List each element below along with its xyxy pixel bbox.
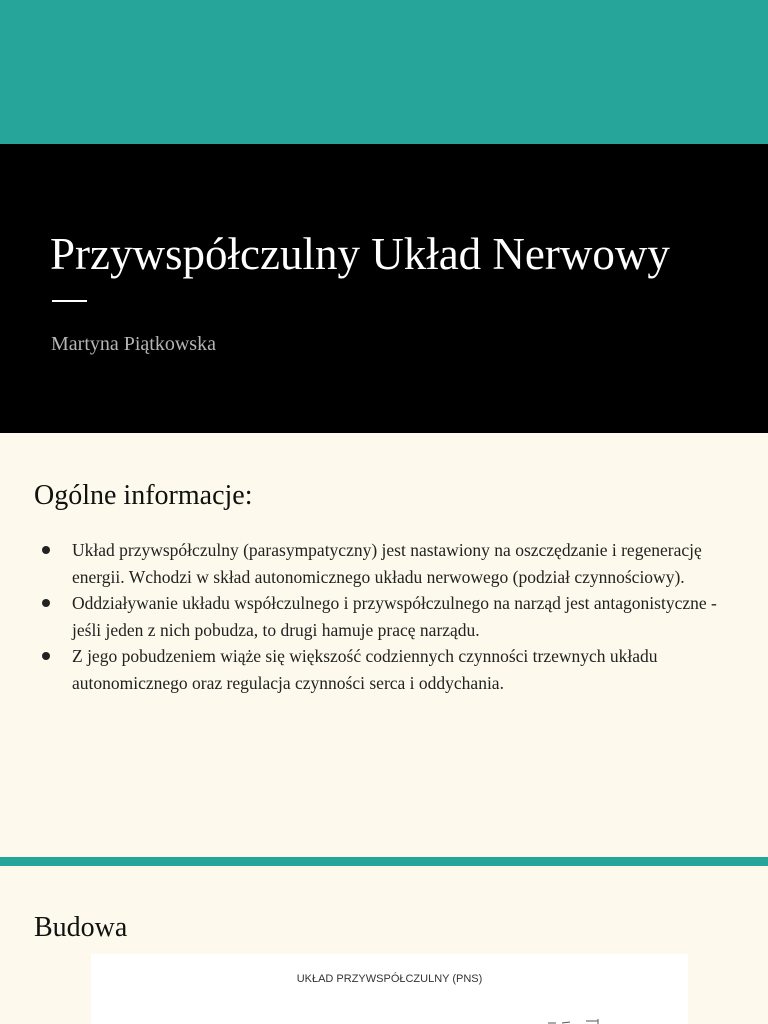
presentation-title: Przywspółczulny Układ Nerwowy	[50, 229, 670, 279]
bullet-text: Układ przywspółczulny (parasympatyczny) jest nastawiony na oszczędzanie i regenerację energii. Wchodzi w skład autonomicznego układu nerwowego (podział czynnościowy).	[72, 540, 702, 587]
info-heading: Ogólne informacje:	[34, 480, 253, 511]
budowa-heading: Budowa	[34, 912, 128, 943]
bullet-dot-icon	[42, 599, 50, 607]
diagram-fragment-icon	[546, 1018, 606, 1024]
pns-diagram-image	[91, 954, 688, 1024]
bullet-dot-icon	[42, 546, 50, 554]
bullet-item	[34, 537, 734, 590]
info-bullet-list	[34, 537, 734, 696]
slide-divider	[0, 857, 768, 866]
bullet-dot-icon	[42, 652, 50, 660]
title-slide	[0, 144, 768, 433]
bullet-text: Z jego pobudzeniem wiąże się większość codziennych czynności trzewnych układu autonomicznego oraz regulacja czynności serca i oddychania.	[72, 646, 658, 693]
top-accent-band	[0, 0, 768, 144]
author-name: Martyna Piątkowska	[51, 333, 216, 355]
diagram-title: UKŁAD PRZYWSPÓŁCZULNY (PNS)	[296, 973, 483, 985]
title-underline	[52, 300, 87, 302]
bullet-text: Oddziaływanie układu współczulnego i przywspółczulnego na narząd jest antagonistyczne - jeśli jeden z nich pobudza, to drugi hamuje pracę narządu.	[72, 593, 717, 640]
bullet-item	[34, 590, 734, 643]
bullet-item	[34, 643, 734, 696]
